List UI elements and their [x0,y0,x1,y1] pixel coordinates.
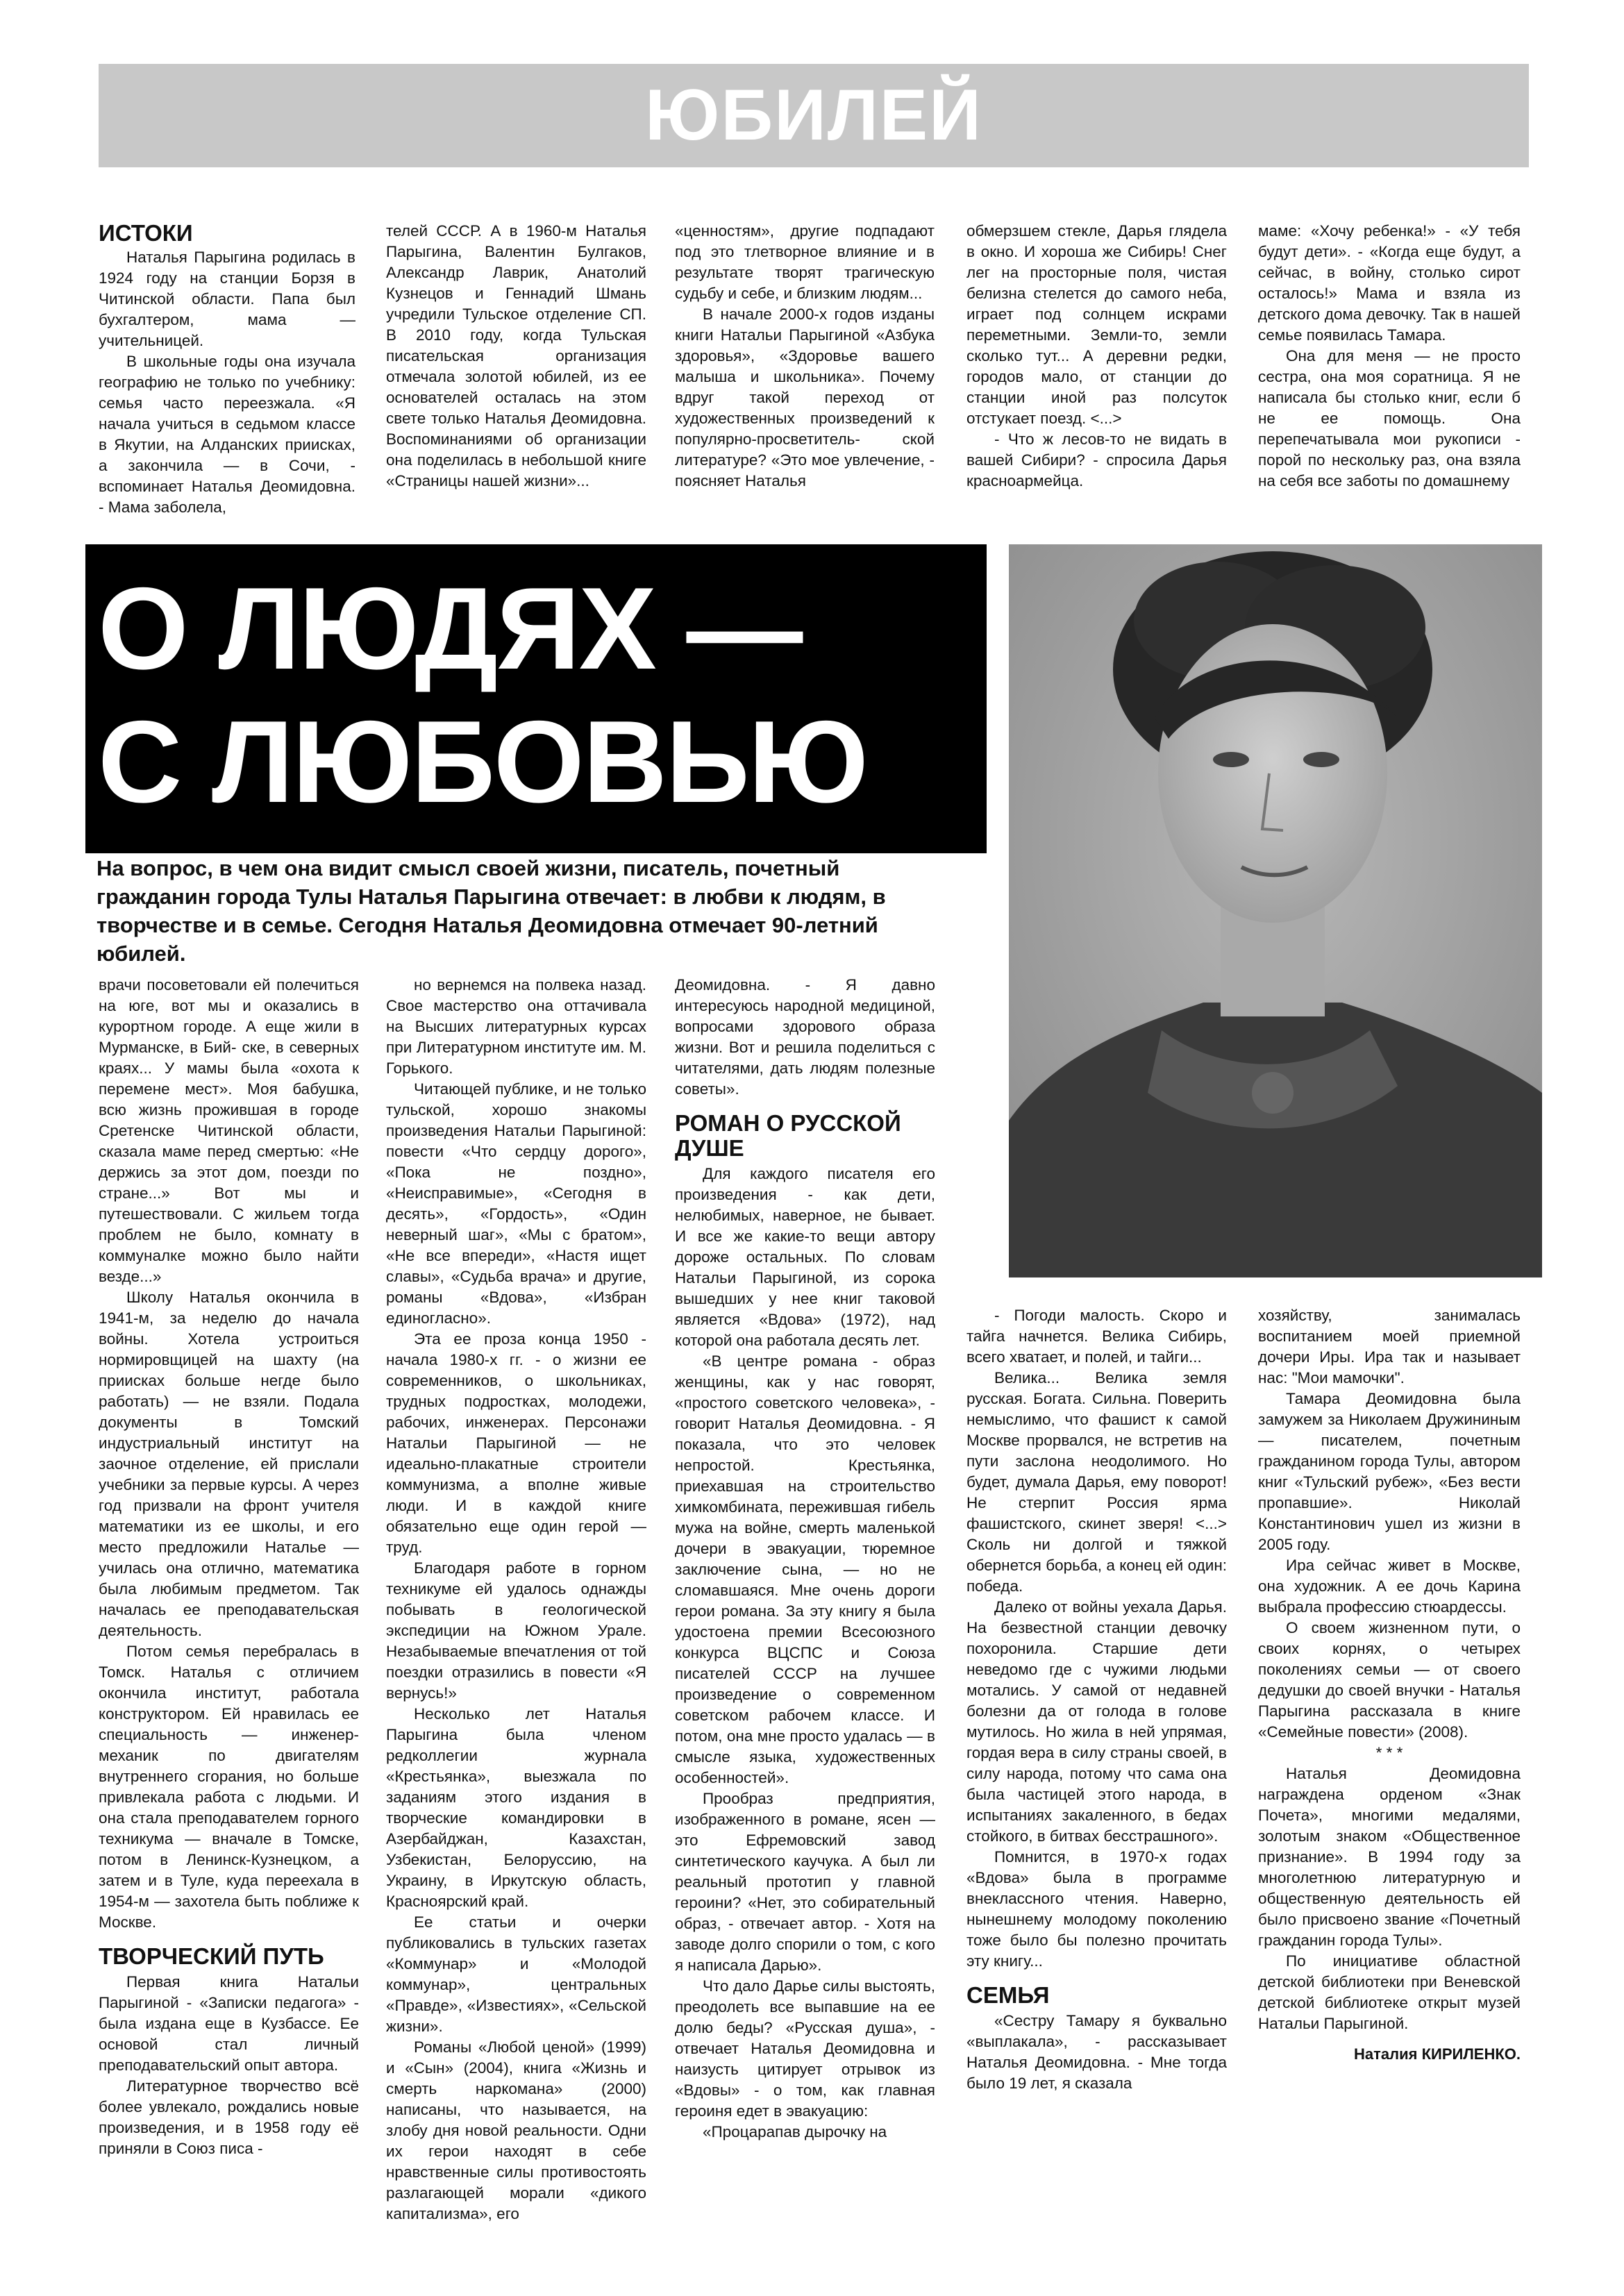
paragraph: Эта ее проза конца 1950 - начала 1980-х гг. - о жизни ее современников, о школьниках, трудных подростках, молодежи, рабочих, инженерах. Персонажи Натальи Парыгиной — не идеально-плакатные строители коммунизма, а вполне живые люди. И в каждой книге обязательно еще один герой — труд. [386,1330,646,1556]
bottom-column-2 [386,975,646,2224]
paragraph: - Погоди малость. Скоро и тайга начнется. Велика Сибирь, всего хватает, и полей, и тайги... [966,1307,1227,1366]
paragraph: но вернемся на полвека назад. Свое мастерство она оттачивала на Высших литературных курсах при Литературном институте им. М. Горького. [386,976,646,1077]
paragraph: Несколько лет Наталья Парыгина была членом редколлегии журнала «Крестьянка», выезжала по заданиям этого издания в творческие командировки в Азербайджан, Казахстан, Узбекистан, Белоруссию, на Украину, в Иркутскую область, Красноярский край. [386,1705,646,1910]
paragraph: «В центре романа - образ женщины, как у нас говорят, «простого советского человека», - говорит Наталья Деомидовна. - Я показала, что это человек непростой. Крестьянка, приехавшая на строительство химкомбината, пережившая гибель мужа на войне, смерть маленькой дочери в эвакуации, тюремное заключение сына, — но не сломавшаяся. Мне очень дороги герои романа. За эту книгу я была удостоена премии Всесоюзного конкурса ВЦСПС и Союза писателей СССР на лучшее произведение о современном советском рабочем классе. И потом, она мне просто удалась — в смысле языка, художественных особенностей». [675,1352,935,1786]
paragraph: Потом семья перебралась в Томск. Наталья с отличием окончила институт, работала конструктором. Ей нравилась ее специальность — инженер-механик по двигателям внутреннего сгорания, но больше привлекала работа с людьми. И она стала преподавателем горного техникума — вначале в Томске, потом в Ленинск-Кузнецком, а затем и в Туле, куда переехала в 1954-м — захотела быть поближе к Москве. [99,1643,359,1931]
paragraph: Романы «Любой ценой» (1999) и «Сын» (2004), книга «Жизнь и смерть наркомана» (2000) написаны, что называется, на злобу дня новой реальности. Одни их герои находят в себе нравственные силы противостоять разлагающей морали «дикого капитализма», его [386,2038,646,2222]
subheading-creative-path: ТВОРЧЕСКИЙ ПУТЬ [99,1943,324,1969]
top-column-2 [386,221,646,492]
section-title: ЮБИЛЕЙ [645,75,982,156]
paragraph: Первая книга Натальи Парыгиной - «Записки педагога» - была издана еще в Кузбассе. Ее основой стал личный преподавательский опыт автора. [99,1973,359,2074]
paragraph: О своем жизненном пути, о своих корнях, о четырех поколениях семьи — от своего дедушки до своей внучки - Наталья Парыгина рассказала в книге «Семейные повести» (2008). [1258,1619,1521,1741]
section-banner [99,64,1529,167]
top-column-3 [675,221,935,492]
paragraph: Деомидовна. - Я давно интересуюсь народной медициной, вопросами здорового образа жизни. Вот и решила поделиться с читателями, дать людям полезные советы». [675,976,935,1098]
paragraph: Велика... Велика земля русская. Богата. Сильна. Поверить немыслимо, что фашист к самой Москве прорвался, не встретив на пути заслона неодолимого. Но будет, думала Дарья, ему поворот! Не стерпит Россия ярма фашистского, скинет зверя! <...> Сколь ни долгой и тяжкой обернется борьба, а конец ей один: победа. [966,1369,1227,1595]
portrait-photo [1009,544,1542,1277]
paragraph: Школу Наталья окончила в 1941-м, за неделю до начала войны. Хотела устроиться нормировщицей на шахту (на приисках больше негде было работать) — не взяли. Подала документы в Томский индустриальный институт на заочное отделение, ей прислали учебники за первые курсы. А через год призвали на фронт учителя математики из ее школы, и его место предложили Наталье — училась она отлично, математика была любимым предметом. Так началась ее преподавательская деятельность. [99,1289,359,1639]
paragraph: Наталья Деомидовна награждена орденом «Знак Почета», многими медалями, золотым знаком «Общественное признание». В 1994 году за многолетнюю литературную и общественную деятельность ей было присвоено звание «Почетный гражданин города Тулы». [1258,1765,1521,1949]
author-credit: Наталия КИРИЛЕНКО. [1354,2045,1521,2063]
paragraph: Что дало Дарье силы выстоять, преодолеть все выпавшие на ее долю беды? «Русская душа», - отвечает Наталья Деомидовна и наизусть цитирует отрывок из «Вдовы» - о том, как главная героиня едет в эвакуацию: [675,1977,935,2120]
paragraph: «Процарапав дырочку на [703,2123,887,2140]
paragraph: Она для меня — не просто сестра, она моя соратница. Я не написала бы столько книг, если б не ее помощь. Она перепечатывала мои рукописи - порой по нескольку раз, она взяла на себя все заботы по домашнему [1258,347,1521,489]
paragraph: Помнится, в 1970-х годах «Вдова» была в программе внеклассного чтения. Наверно, нынешнему молодому поколению тоже было бы полезно прочитать эту книгу... [966,1848,1227,1970]
headline-line-2: С ЛЮБОВЬЮ [98,696,867,827]
paragraph: «ценностям», другие подпадают под это тлетворное влияние и в результате творят трагическую судьбу и себе, и близким людям... [675,222,935,302]
top-column-1 [99,221,355,518]
headline-block [85,544,987,853]
bottom-column-5 [1258,1305,1521,2069]
paragraph: Для каждого писателя его произведения - как дети, нелюбимых, наверное, не бывает. И все же какие-то вещи автору дороже остальных. По словам Натальи Парыгиной, из сорока вышедших у нее книг таковой является «Вдова» (1972), над которой она работала десять лет. [675,1165,935,1349]
paragraph: Ее статьи и очерки публиковались в тульских газетах «Коммунар» и «Молодой коммунар», центральных «Правде», «Известиях», «Сельской жизни». [386,1913,646,2035]
paragraph: Прообраз предприятия, изображенного в романе, ясен — это Ефремовский завод синтетического каучука. А был ли реальный прототип у главной героини? «Нет, это собирательный образ, - отвечает автор. - Хотя на заводе долго спорили о том, с кого я написала Дарью». [675,1790,935,1974]
paragraph: В школьные годы она изучала географию не только по учебнику: семья часто переезжала. «Я начала учиться в седьмом классе в Якутии, на Алданских приисках, а закончила — в Сочи, - вспоминает Наталья Деомидовна. - Мама заболела, [99,353,355,516]
paragraph: Ира сейчас живет в Москве, она художник. А ее дочь Карина выбрала профессию стюардессы. [1258,1557,1521,1616]
paragraph: Тамара Деомидовна была замужем за Николаем Дружининым — писателем, почетным гражданином города Тулы, автором книг «Тульский рубеж», «Без вести пропавшие». Николай Константинович ушел из жизни в 2005 году. [1258,1390,1521,1553]
subheading-family: СЕМЬЯ [966,1982,1050,2008]
top-column-5 [1258,221,1521,492]
paragraph: телей СССР. А в 1960-м Наталья Парыгина, Валентин Булгаков, Александр Лаврик, Анатолий Кузнецов и Геннадий Шмань учредили Тульское отделение СП. В 2010 году, когда Тульская писательская организация отмечала золотой юбилей, из ее основателей осталась на этом свете только Наталья Деомидовна. Воспоминаниями об организации она поделилась в небольшой книге «Страницы нашей жизни»... [386,222,646,489]
top-column-4 [966,221,1227,492]
paragraph: хозяйству, занималась воспитанием моей приемной дочери Иры. Ира так и называет нас: "Мои мамочки". [1258,1307,1521,1386]
paragraph: маме: «Хочу ребенка!» - «У тебя будут дети». - «Когда еще будут, а сейчас, в войну, столько сирот осталось!» Мама и взяла из детского дома девочку. Так в нашей семье появилась Тамара. [1258,222,1521,344]
paragraph: «Сестру Тамару я буквально «выплакала», - рассказывает Наталья Деомидовна. - Мне тогда было 19 лет, я сказала [966,2012,1227,2092]
portrait-image [1009,544,1542,1277]
bottom-column-3 [675,975,935,2143]
paragraph: Литературное творчество всё более увлекало, рождались новые произведения, и в 1958 году её приняли в Союз писа - [99,2077,359,2157]
paragraph: В начале 2000-х годов изданы книги Натальи Парыгиной «Азбука здоровья», «Здоровье вашего малыша и школьника». Почему вдруг такой переход от художественных произведений к популярно-просветитель- ской литературе? «Это мое увлечение, - поясняет Наталья [675,305,935,489]
bottom-column-4 [966,1305,1227,2094]
paragraph: Наталья Парыгина родилась в 1924 году на станции Борзя в Читинской области. Папа был бухгалтером, мама — учительницей. [99,249,355,349]
paragraph: Благодаря работе в горном техникуме ей удалось однажды побывать в геологической экспедиции на Южном Урале. Незабываемые впечатления от той поездки отразились в повести «Я вернусь!» [386,1559,646,1702]
paragraph: врачи посоветовали ей полечиться на юге, вот мы и оказались в курортном городе. А еще жили в Мурманске, в Бий- ске, в северных краях... У мамы была «охота к перемене мест». Моя бабушка, всю жизнь прожившая в городе Сретенске Читинской области, сказала маме перед смертью: «Не держись за этот дом, поезди по стране...» Вот мы и путешествовали. С жильем тогда проблем не было, комнату в коммуналке можно было найти везде...» [99,976,359,1285]
bottom-column-1 [99,975,359,2159]
separator-stars: * * * [1375,1744,1403,1761]
paragraph: Далеко от войны уехала Дарья. На безвестной станции девочку похоронила. Старшие дети неведомо где с чужими людьми мотались. У самой от недавней болезни да от голода в голове мутилось. Но жила в ней упрямая, гордая вера в силу страны своей, в силу народа, потому что сама она была частицей этого народа, в испытаниях закаленного, в бедах стойкого, в битвах бесстрашного». [966,1598,1227,1845]
subheading-novel: РОМАН О РУССКОЙ ДУШЕ [675,1110,901,1161]
paragraph: обмерзшем стекле, Дарья глядела в окно. И хороша же Сибирь! Снег лег на просторные поля, чистая белизна стелется до самого неба, играет под солнцем искрами переметными. Земли-то, земли сколько тут... А деревни редки, городов мало, от станции до станции иной раз полсуток отстукает поезд. <...> [966,222,1227,427]
lead-paragraph: На вопрос, в чем она видит смысл своей жизни, писатель, почетный гражданин города Тулы Наталья Парыгина отвечает: в любви к людям, в творчестве и в семье. Сегодня Наталья Деомидовна отмечает 90-летний юбилей. [97,856,886,966]
subheading-istoki: ИСТОКИ [99,220,193,246]
paragraph: Читающей публике, и не только тульской, хорошо знакомы произведения Натальи Парыгиной: повести «Что сердцу дорого», «Пока не поздно», «Неисправимые», «Сегодня в десять», «Гордость», «Один неверный шаг», «Мы с братом», «Не все впереди», «Настя ищет славы», «Судьба врача» и другие, романы «Вдова», «Избран единогласно». [386,1080,646,1327]
paragraph: По инициативе областной детской библиотеки при Веневской детской библиотеке открыт музей Натальи Парыгиной. [1258,1952,1521,2032]
paragraph: - Что ж лесов-то не видать в вашей Сибири? - спросила Дарья красноармейца. [966,430,1227,489]
headline-line-1: О ЛЮДЯХ — [98,563,802,694]
